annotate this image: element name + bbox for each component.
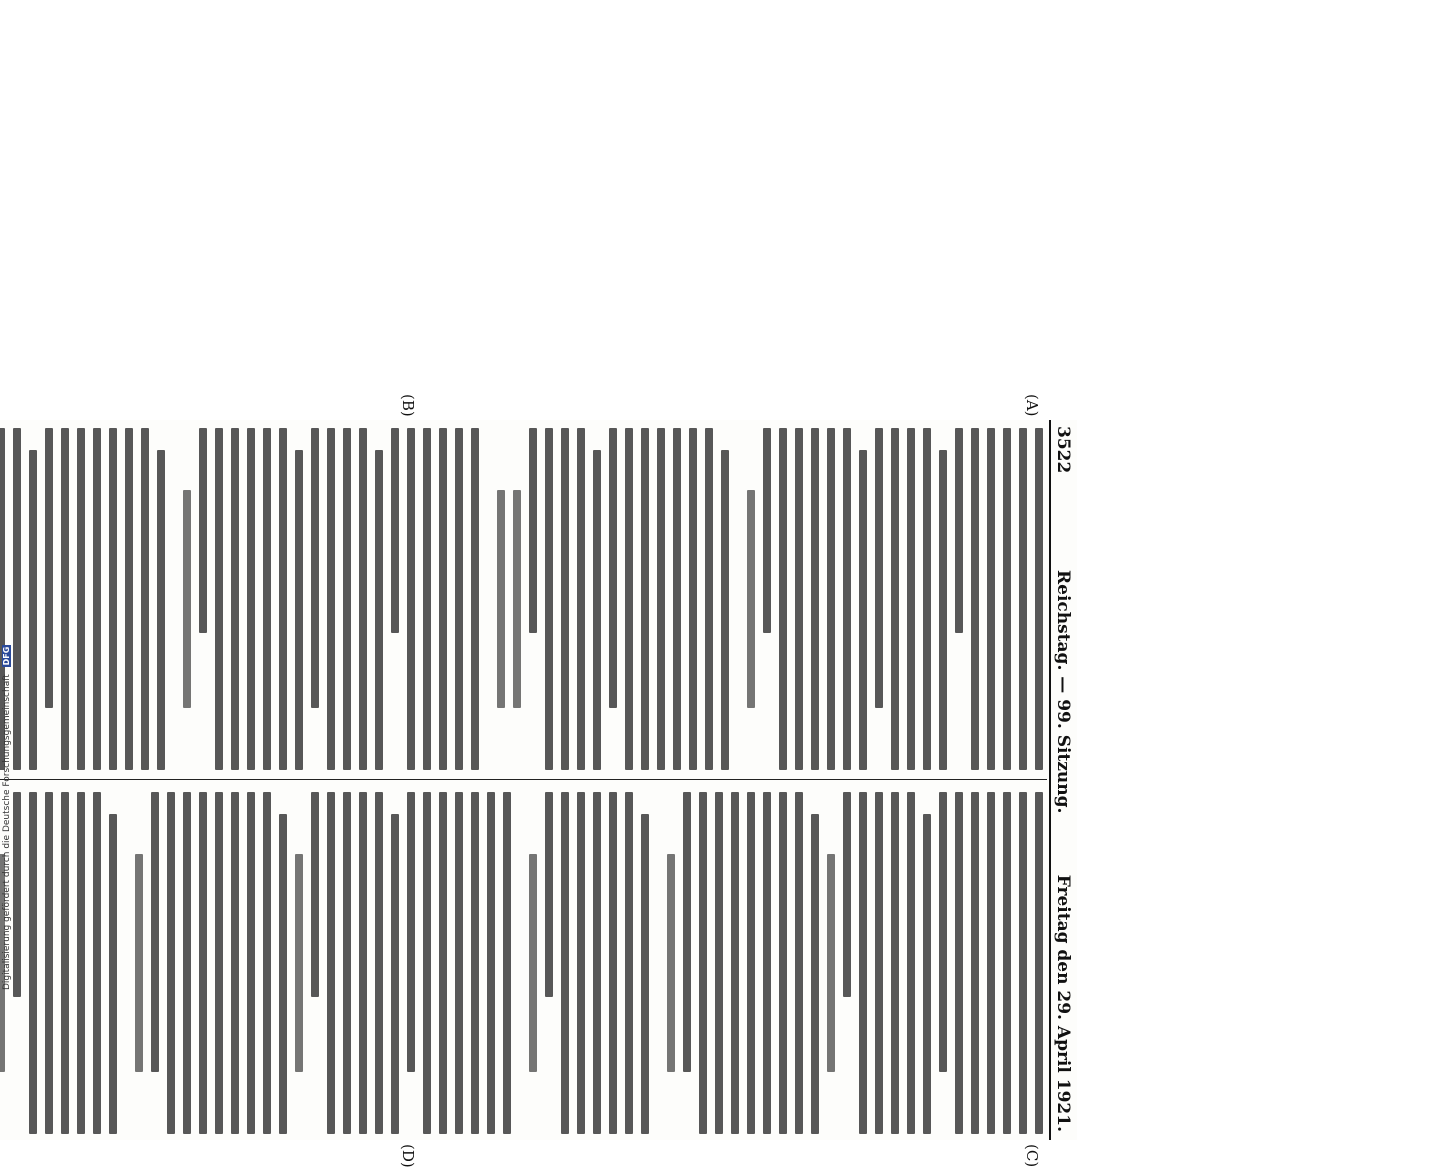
text-line bbox=[295, 854, 303, 1073]
text-line bbox=[231, 428, 239, 770]
text-line bbox=[247, 792, 255, 1134]
text-line bbox=[343, 792, 351, 1134]
text-line bbox=[109, 428, 117, 770]
text-line bbox=[471, 792, 479, 1134]
text-line bbox=[987, 428, 995, 770]
text-line bbox=[375, 792, 383, 1134]
text-line bbox=[215, 428, 223, 770]
header-rule bbox=[1049, 420, 1051, 1140]
text-line bbox=[125, 428, 133, 770]
text-line bbox=[487, 792, 495, 1134]
text-line bbox=[609, 428, 617, 708]
text-line bbox=[497, 490, 505, 709]
text-line bbox=[513, 490, 521, 709]
running-head bbox=[1051, 420, 1077, 1140]
text-line bbox=[1019, 792, 1027, 1134]
text-line bbox=[183, 490, 191, 709]
text-line bbox=[455, 428, 463, 770]
text-line bbox=[923, 814, 931, 1134]
digitization-credit bbox=[2, 645, 12, 990]
text-line bbox=[1003, 792, 1011, 1134]
text-line bbox=[157, 450, 165, 770]
text-column-right bbox=[0, 792, 1043, 1134]
text-line bbox=[503, 792, 511, 1134]
text-line bbox=[359, 428, 367, 770]
text-line bbox=[561, 792, 569, 1134]
margin-marker-c: (C) bbox=[1023, 1144, 1041, 1168]
text-line bbox=[955, 428, 963, 633]
text-line bbox=[391, 814, 399, 1134]
text-line bbox=[311, 428, 319, 708]
text-line bbox=[545, 792, 553, 997]
text-column-left bbox=[0, 428, 1043, 770]
text-line bbox=[827, 854, 835, 1073]
text-line bbox=[593, 792, 601, 1134]
text-line bbox=[263, 428, 271, 770]
text-line bbox=[843, 428, 851, 770]
text-line bbox=[987, 792, 995, 1134]
text-line bbox=[199, 792, 207, 1134]
text-line bbox=[699, 792, 707, 1134]
paragraph-gap bbox=[479, 428, 489, 770]
text-line bbox=[923, 428, 931, 770]
text-line bbox=[593, 450, 601, 770]
text-line bbox=[609, 792, 617, 1134]
text-line bbox=[577, 428, 585, 770]
text-line bbox=[151, 792, 159, 1072]
text-line bbox=[763, 792, 771, 1134]
margin-marker-a: (A) bbox=[1023, 394, 1041, 417]
text-line bbox=[705, 428, 713, 770]
text-line bbox=[779, 428, 787, 770]
rotated-page bbox=[0, 394, 1077, 1168]
text-line bbox=[455, 792, 463, 1134]
text-line bbox=[109, 814, 117, 1134]
text-line bbox=[673, 428, 681, 770]
text-line bbox=[971, 792, 979, 1134]
text-line bbox=[247, 428, 255, 770]
text-line bbox=[641, 814, 649, 1134]
text-line bbox=[407, 428, 415, 770]
text-line bbox=[859, 792, 867, 1134]
text-line bbox=[721, 450, 729, 770]
text-line bbox=[199, 428, 207, 633]
page-number: 3522 bbox=[1053, 426, 1073, 474]
margin-marker-d: (D) bbox=[399, 1144, 417, 1168]
text-line bbox=[1019, 428, 1027, 770]
text-line bbox=[907, 428, 915, 770]
text-line bbox=[811, 814, 819, 1134]
margin-marker-b: (B) bbox=[399, 394, 417, 417]
text-line bbox=[657, 428, 665, 770]
text-line bbox=[795, 792, 803, 1134]
text-line bbox=[311, 792, 319, 997]
text-line bbox=[295, 450, 303, 770]
text-line bbox=[13, 792, 21, 997]
text-line bbox=[875, 428, 883, 708]
column-divider bbox=[0, 779, 1047, 780]
text-line bbox=[231, 792, 239, 1134]
text-line bbox=[843, 792, 851, 997]
text-line bbox=[625, 792, 633, 1134]
text-line bbox=[641, 428, 649, 770]
text-line bbox=[359, 792, 367, 1134]
text-line bbox=[747, 792, 755, 1134]
text-line bbox=[811, 428, 819, 770]
text-line bbox=[29, 792, 37, 1134]
paragraph-gap bbox=[649, 792, 659, 1134]
text-line bbox=[183, 792, 191, 1134]
text-line bbox=[167, 792, 175, 1134]
text-line bbox=[875, 792, 883, 1134]
text-line bbox=[955, 792, 963, 1134]
text-line bbox=[45, 428, 53, 708]
text-line bbox=[375, 450, 383, 770]
text-line bbox=[327, 428, 335, 770]
text-line bbox=[279, 814, 287, 1134]
text-line bbox=[45, 792, 53, 1134]
text-line bbox=[93, 428, 101, 770]
text-line bbox=[279, 428, 287, 770]
text-line bbox=[891, 428, 899, 770]
text-line bbox=[13, 428, 21, 770]
text-line bbox=[577, 792, 585, 1134]
text-line bbox=[529, 428, 537, 633]
text-line bbox=[439, 428, 447, 770]
text-line bbox=[779, 792, 787, 1134]
text-line bbox=[263, 792, 271, 1134]
session-date: Freitag den 29. April 1921. bbox=[1053, 874, 1073, 1132]
paragraph-gap bbox=[729, 428, 739, 770]
text-line bbox=[763, 428, 771, 633]
text-line bbox=[77, 428, 85, 770]
text-line bbox=[939, 450, 947, 770]
text-line bbox=[715, 792, 723, 1134]
text-line bbox=[827, 428, 835, 770]
text-line bbox=[939, 792, 947, 1072]
text-line bbox=[61, 792, 69, 1134]
text-line bbox=[667, 854, 675, 1073]
text-line bbox=[625, 428, 633, 770]
text-line bbox=[407, 792, 415, 1072]
text-line bbox=[439, 792, 447, 1134]
text-line bbox=[795, 428, 803, 770]
text-line bbox=[61, 428, 69, 770]
paragraph-gap bbox=[117, 792, 127, 1134]
text-line bbox=[1035, 428, 1043, 770]
text-line bbox=[29, 450, 37, 770]
paragraph-gap bbox=[165, 428, 175, 770]
text-line bbox=[859, 450, 867, 770]
text-line bbox=[1003, 428, 1011, 770]
text-line bbox=[907, 792, 915, 1134]
text-line bbox=[561, 428, 569, 770]
text-line bbox=[135, 854, 143, 1073]
text-line bbox=[423, 792, 431, 1134]
text-line bbox=[471, 428, 479, 770]
text-line bbox=[141, 428, 149, 770]
text-line bbox=[747, 490, 755, 709]
text-line bbox=[683, 792, 691, 1072]
text-line bbox=[423, 428, 431, 770]
text-line bbox=[891, 792, 899, 1134]
text-line bbox=[1035, 792, 1043, 1134]
text-line bbox=[343, 428, 351, 770]
text-line bbox=[971, 428, 979, 770]
text-line bbox=[529, 854, 537, 1073]
dfg-logo: DFG bbox=[2, 646, 11, 666]
session-title: Reichstag. — 99. Sitzung. bbox=[1053, 570, 1073, 814]
text-line bbox=[327, 792, 335, 1134]
text-line bbox=[391, 428, 399, 633]
text-line bbox=[93, 792, 101, 1134]
text-line bbox=[545, 428, 553, 770]
text-line bbox=[731, 792, 739, 1134]
text-line bbox=[77, 792, 85, 1134]
credit-text: Digitalisierung gefördert durch die Deutsche Forschungsgemeinschaft bbox=[2, 674, 12, 990]
text-line bbox=[689, 428, 697, 770]
paragraph-gap bbox=[511, 792, 521, 1134]
text-line bbox=[215, 792, 223, 1134]
